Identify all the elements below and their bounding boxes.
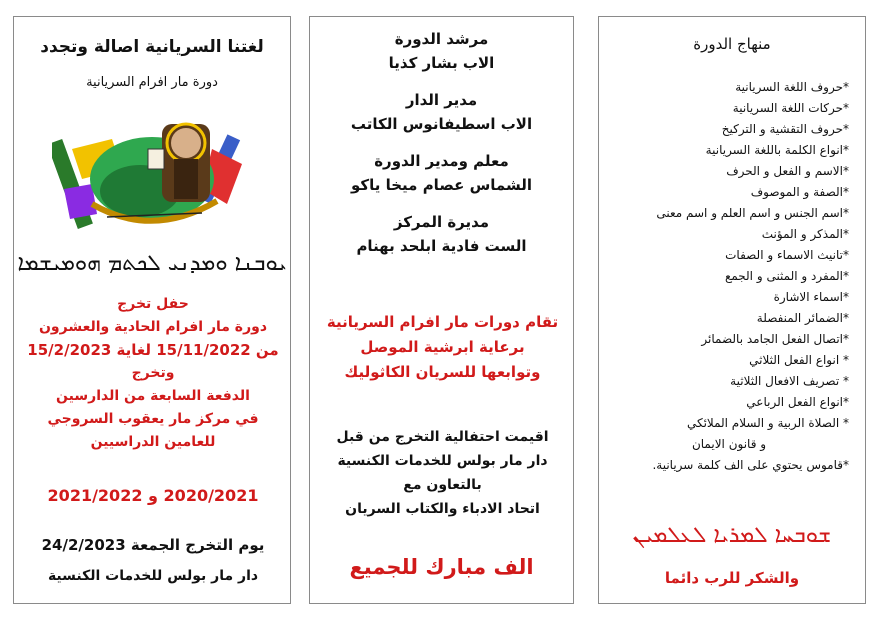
staff-entry: [310, 88, 573, 136]
course-logo-image: [52, 109, 252, 239]
sponsorship-line: تقام دورات مار افرام السريانية: [326, 313, 559, 331]
staff-role: مدير الدار: [405, 91, 478, 109]
curriculum-item: *الاسم و الفعل و الحرف: [726, 164, 849, 178]
staff-name: الاب بشار كذيا: [388, 54, 495, 72]
curriculum-item: *قاموس يحتوي على الف كلمة سريانية.: [652, 458, 849, 472]
announcement-line: دورة مار افرام الحادية والعشرون: [38, 319, 268, 335]
organizers-line: دار مار بولس للخدمات الكنسية: [337, 453, 548, 469]
academic-years: 2020/2021 و 2021/2022: [47, 486, 259, 505]
curriculum-item: *حركات اللغة السريانية: [732, 101, 849, 115]
graduation-announcement: [20, 293, 286, 454]
curriculum-item: *انواع الكلمة باللغة السريانية: [705, 143, 849, 157]
curriculum-heading: منهاج الدورة: [693, 35, 771, 53]
curriculum-item: *الضمائر المنفصلة: [756, 311, 849, 325]
staff-list: [310, 27, 573, 271]
curriculum-item: *حروف التقشية و التركيخ: [721, 122, 849, 136]
syriac-red-line: ܫܘܒܚܐ ܠܡܪܝܐ ܠܥܠܡܝܢ: [632, 523, 832, 548]
announcement-line: للعامين الدراسيين: [90, 434, 216, 450]
curriculum-item: *المذكر و المؤنث: [761, 227, 849, 241]
middle-panel: [309, 16, 574, 604]
staff-role: مرشد الدورة: [394, 30, 489, 48]
staff-name: الشماس عصام ميخا ياكو: [351, 176, 532, 194]
curriculum-item: *انواع الفعل الرباعي: [746, 395, 849, 409]
organizers-note: [314, 425, 571, 521]
curriculum-item: *الصفة و الموصوف: [750, 185, 849, 199]
venue-name: دار مار بولس للخدمات الكنسية: [47, 568, 259, 584]
staff-entry: [310, 27, 573, 75]
curriculum-item: * انواع الفعل الثلاثي: [749, 353, 849, 367]
staff-entry: [310, 149, 573, 197]
graduation-date: يوم التخرج الجمعة 24/2/2023: [41, 536, 265, 554]
staff-name: الاب اسطيفانوس الكاتب: [350, 115, 533, 133]
thanks-text: والشكر للرب دائما: [664, 569, 800, 587]
announcement-line: الدفعة السابعة من الدارسين: [56, 388, 250, 404]
organizers-line: اتحاد الادباء والكتاب السريان: [345, 501, 540, 517]
staff-role: معلم ومدير الدورة: [374, 152, 509, 170]
curriculum-item: *تانيث الاسماء و الصفات: [725, 248, 849, 262]
curriculum-item: و قانون الايمان: [691, 437, 767, 451]
curriculum-item: * الصلاة الربية و السلام الملائكي: [686, 416, 849, 430]
staff-entry: [310, 210, 573, 258]
course-subtitle: دورة مار افرام السريانية: [86, 75, 218, 90]
curriculum-list: [609, 77, 849, 476]
organizers-line: بالتعاون مع: [403, 477, 482, 493]
announcement-dates: من 15/11/2022 لغاية 15/2/2023: [27, 341, 279, 359]
announcement-line: حفل تخرج: [117, 296, 189, 312]
sponsorship-line: وتوابعها للسريان الكاثوليك: [344, 363, 541, 381]
curriculum-item: *اتصال الفعل الجامد بالضمائر: [701, 332, 849, 346]
slogan-title: لغتنا السريانية اصالة وتجدد: [40, 37, 264, 57]
announcement-line: وتخرج: [131, 365, 175, 381]
curriculum-item: *حروف اللغة السريانية: [735, 80, 849, 94]
announcement-line: في مركز مار يعقوب السروجي: [47, 411, 259, 427]
syriac-script-line: ܝܘܒܢܐ ܘܡܕܢܝ ܠܟܬܡ ܗܘܡܝܫܡܐ: [17, 251, 287, 276]
right-panel: [598, 16, 866, 604]
sponsorship-line: برعاية ابرشية الموصل: [360, 338, 525, 356]
congratulations-text: الف مبارك للجميع: [349, 555, 534, 579]
curriculum-item: *المفرد و المثنى و الجمع: [724, 269, 849, 283]
curriculum-item: *اسم الجنس و اسم العلم و اسم معنى: [656, 206, 849, 220]
sponsorship-note: [314, 310, 571, 385]
staff-role: مديرة المركز: [393, 213, 490, 231]
left-panel: [13, 16, 291, 604]
staff-name: الست فادية ابلحد بهنام: [356, 237, 527, 255]
organizers-line: اقيمت احتفالية التخرج من قبل: [336, 429, 549, 445]
curriculum-item: * تصريف الافعال الثلاثية: [730, 374, 849, 388]
curriculum-item: *اسماء الاشارة: [773, 290, 849, 304]
